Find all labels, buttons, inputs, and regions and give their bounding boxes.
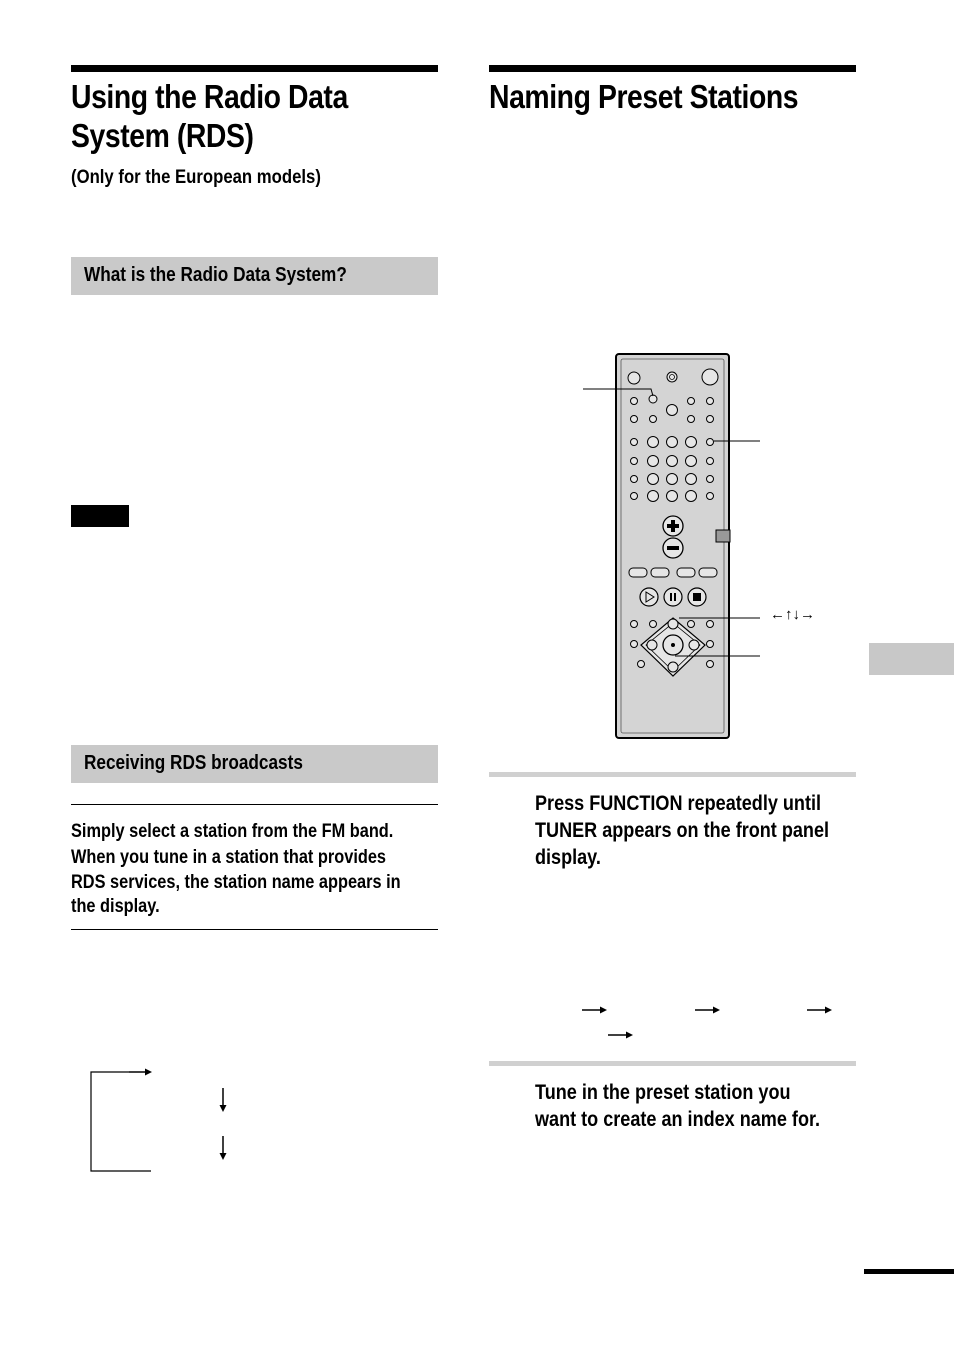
rds-instructions-line: RDS services, the station name appears in	[71, 872, 401, 893]
step2-line: Tune in the preset station you	[535, 1081, 791, 1104]
cycle-loop-lines	[91, 1072, 151, 1171]
rds-instructions-line: the display.	[71, 896, 160, 917]
left-page-title-line1: Using the Radio Data	[71, 78, 348, 115]
step1-line: TUNER appears on the front panel	[535, 819, 830, 842]
remote-top-mid-button	[667, 372, 677, 382]
function-cycle-arrows	[580, 1000, 840, 1045]
chapter-side-tab	[869, 643, 954, 675]
section-heading-what-is-rds	[71, 257, 438, 295]
step1-divider	[489, 772, 856, 777]
rds-instructions-line: Simply select a station from the FM band.	[71, 821, 394, 842]
section-heading-what-is-rds-label: What is the Radio Data System?	[84, 264, 347, 286]
cycle-start-arrow-head	[145, 1069, 152, 1076]
rds-box-top-rule	[71, 804, 438, 805]
remote-control-illustration	[575, 350, 835, 742]
left-page-subtitle: (Only for the European models)	[71, 167, 321, 188]
step1-line: Press FUNCTION repeatedly until	[535, 792, 822, 815]
note-label-box	[71, 505, 129, 527]
rds-instructions-line: When you tune in a station that provides	[71, 847, 387, 868]
left-title-rule	[71, 65, 438, 72]
right-page-title: Naming Preset Stations	[489, 78, 799, 115]
cycle-down-arrow-2-head	[220, 1153, 227, 1160]
display-cycle-diagram	[85, 1060, 245, 1180]
remote-top-right-button	[702, 369, 718, 385]
section-heading-receiving-rds-label: Receiving RDS broadcasts	[84, 752, 303, 774]
step2-line: want to create an index name for.	[535, 1108, 821, 1131]
step1-line: display.	[535, 846, 601, 869]
page-footer-rule	[864, 1269, 954, 1274]
step2-divider	[489, 1061, 856, 1066]
remote-side-switch	[716, 530, 730, 542]
remote-power-button	[628, 372, 640, 384]
remote-arrow-keys-label: ←↑↓→	[770, 606, 815, 623]
rds-box-bottom-rule	[71, 929, 438, 930]
section-heading-receiving-rds	[71, 745, 438, 783]
cycle-down-arrow-1-head	[220, 1105, 227, 1112]
left-page-title-line2: System (RDS)	[71, 117, 254, 154]
right-title-rule	[489, 65, 856, 72]
